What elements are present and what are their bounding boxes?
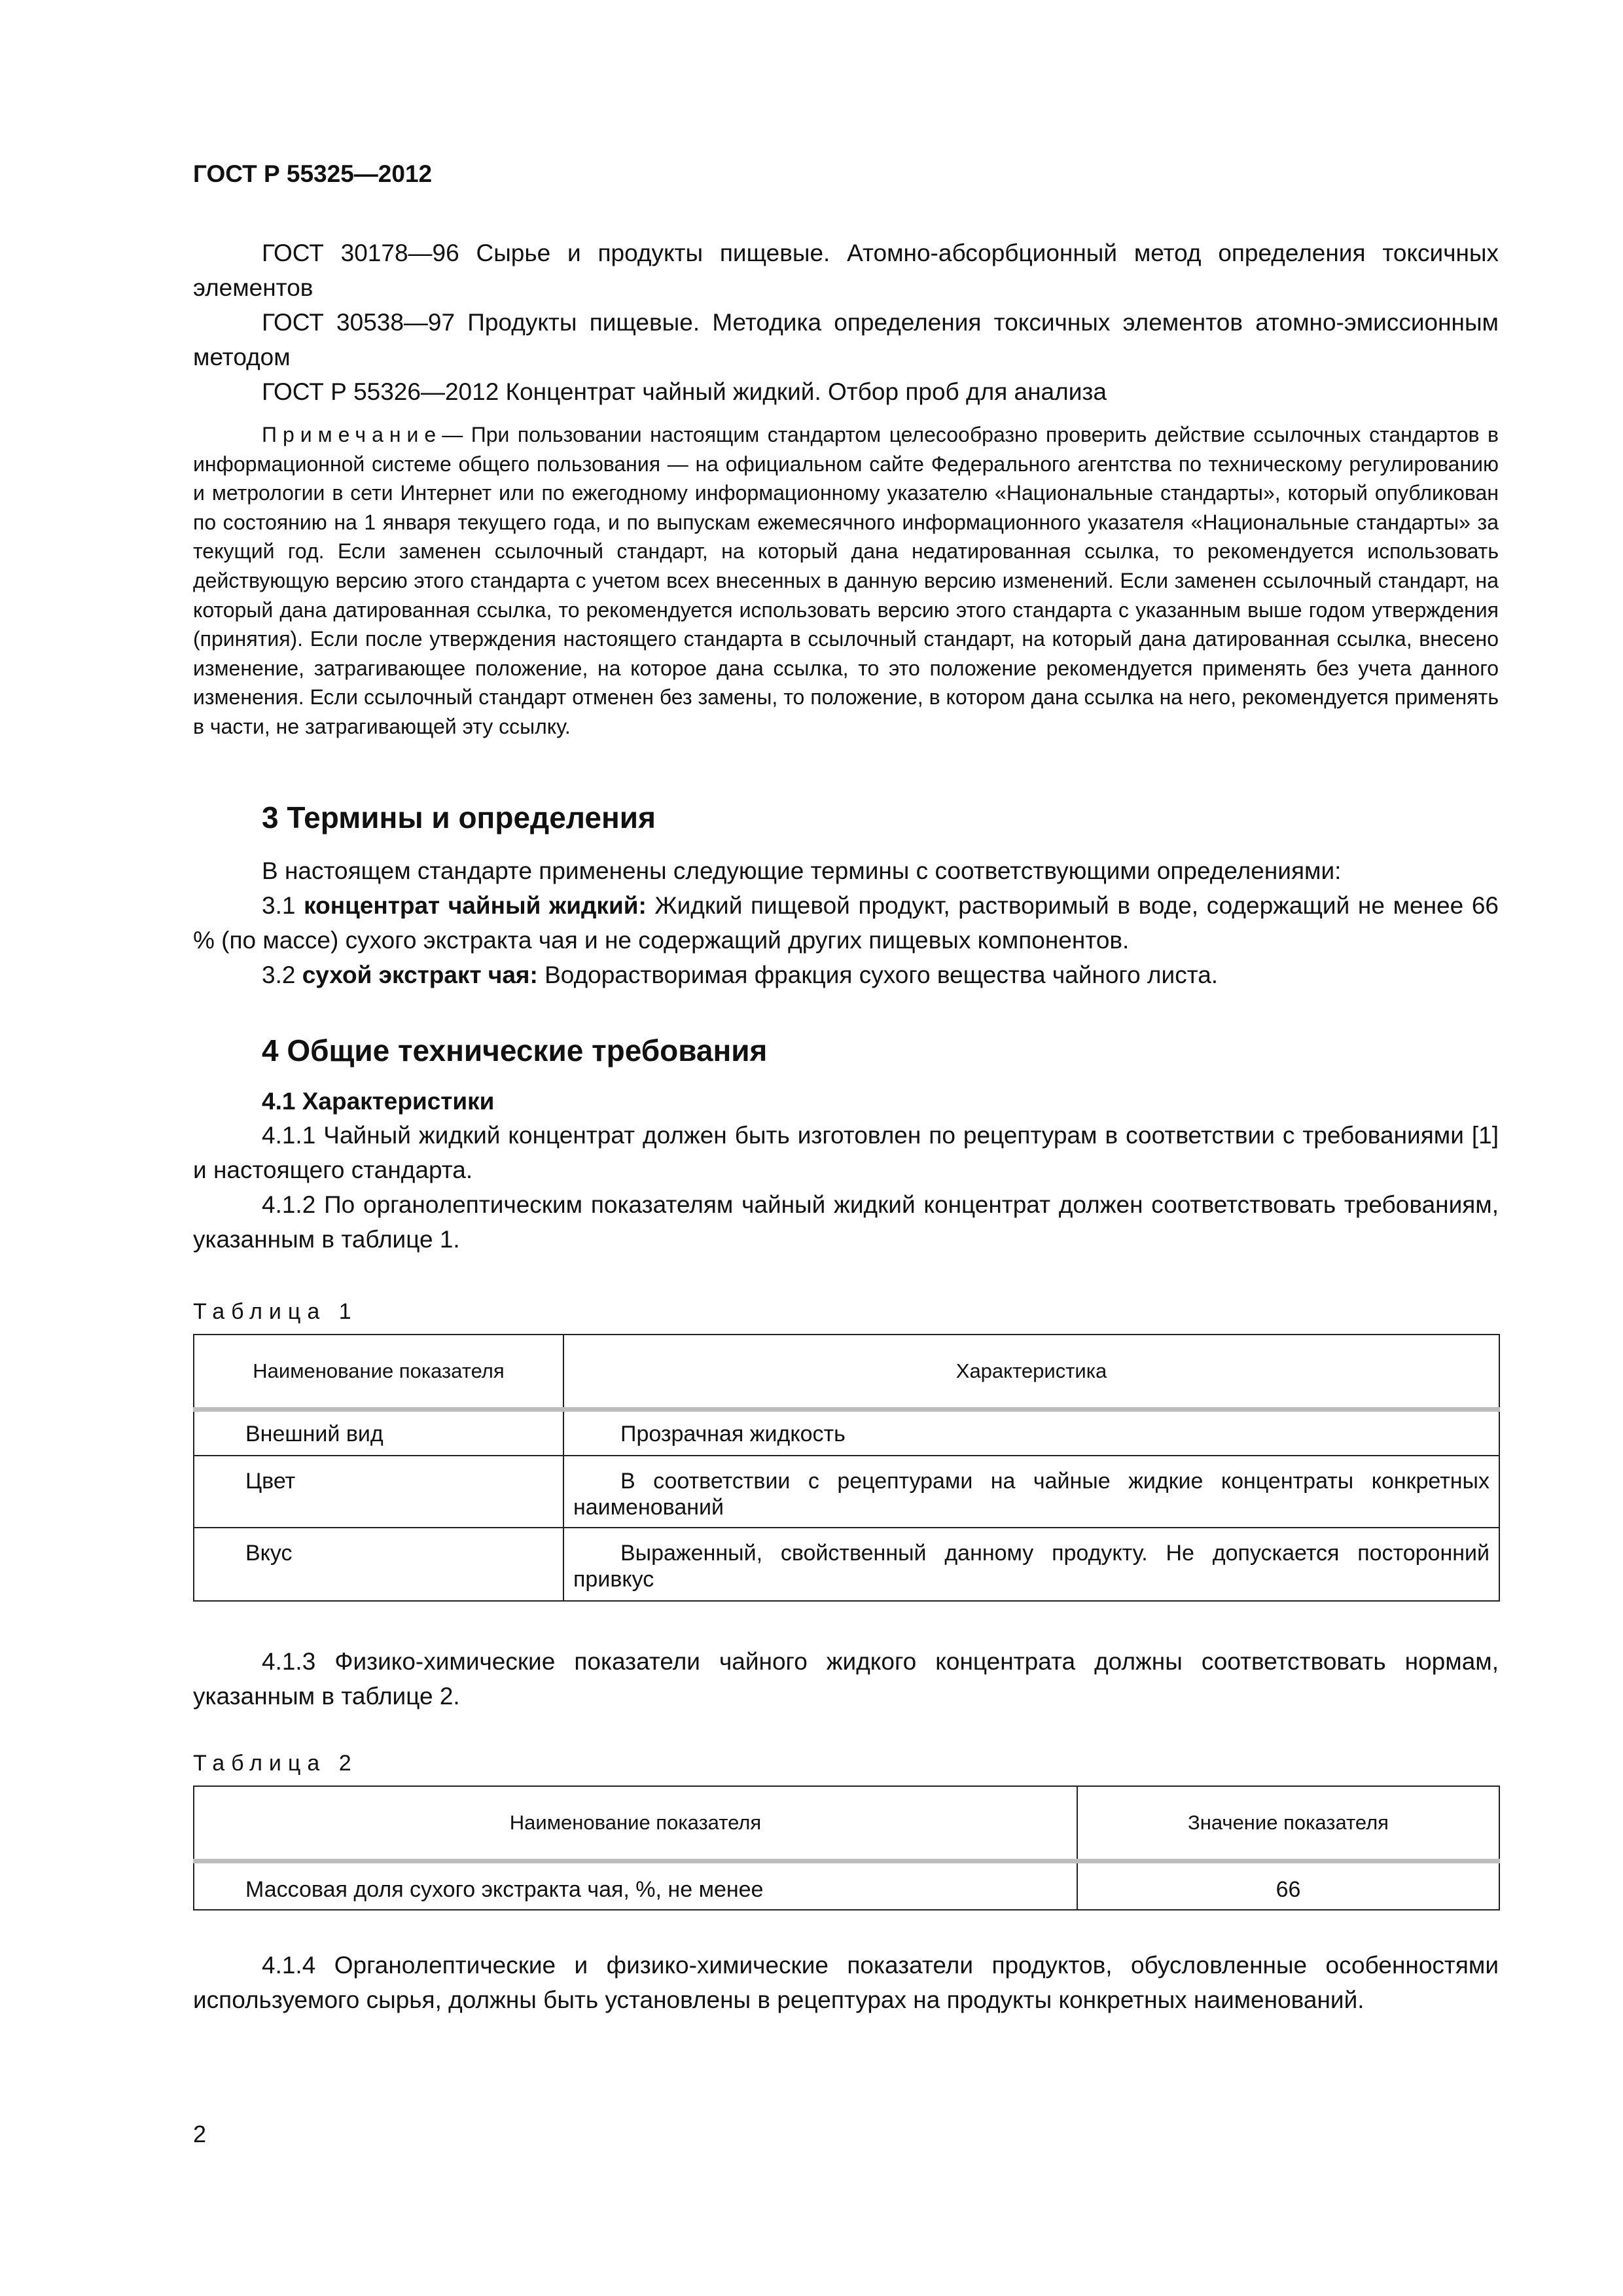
paragraph-4-1-1: 4.1.1 Чайный жидкий концентрат должен быть изготовлен по рецептурам в соответствии с требованиями [1] и настоящего стандарта. xyxy=(193,1122,1499,1183)
table-header-row xyxy=(194,1335,1499,1410)
paragraph-4-1-4: 4.1.4 Органолептические и физико-химические показатели продуктов, обусловленные особенностями используемого сырья, должны быть установлены в рецептурах на продукты конкретных наименований. xyxy=(193,1952,1499,2013)
table-header-cell: Наименование показателя xyxy=(194,1786,1077,1861)
term-number: 3.2 xyxy=(262,961,296,988)
term-definition: Водорастворимая фракция сухого вещества чайного листа. xyxy=(537,961,1219,988)
table-row xyxy=(194,1861,1499,1910)
table-row xyxy=(194,1528,1499,1601)
reference-item: ГОСТ Р 55326—2012 Концентрат чайный жидкий. Отбор проб для анализа xyxy=(262,378,1107,405)
table-header-cell: Значение показателя xyxy=(1077,1786,1499,1861)
standard-code: ГОСТ Р 55325—2012 xyxy=(193,160,433,187)
table-header-cell: Наименование показателя xyxy=(194,1335,563,1410)
term-number: 3.1 xyxy=(262,892,296,919)
note-label: Примечание xyxy=(262,423,442,446)
normative-references xyxy=(193,236,1499,409)
table-cell: Массовая доля сухого экстракта чая, %, не менее xyxy=(194,1861,1077,1910)
term-name: концентрат чайный жидкий: xyxy=(304,892,647,919)
page-number: 2 xyxy=(193,2121,207,2147)
table-cell: 66 xyxy=(1077,1861,1499,1910)
table-header-cell: Характеристика xyxy=(563,1335,1499,1410)
table-cell: Прозрачная жидкость xyxy=(563,1410,1499,1456)
section-4-title: 4 Общие технические требования xyxy=(262,1033,768,1067)
term-name: сухой экстракт чая: xyxy=(302,961,538,988)
paragraph-4-1-2: 4.1.2 По органолептическим показателям чайный жидкий концентрат должен соответствовать требованиям, указанным в таблице 1. xyxy=(193,1191,1499,1253)
paragraph-4-1-4-block xyxy=(193,1948,1499,2017)
section-3-title: 3 Термины и определения xyxy=(262,800,656,834)
table-cell: В соответствии с рецептурами на чайные жидкие концентраты конкретных наименований xyxy=(563,1456,1499,1528)
term-3-2 xyxy=(193,958,1499,992)
section-4 xyxy=(193,1033,1499,1257)
subsection-4-1-title: 4.1 Характеристики xyxy=(262,1088,495,1115)
section-3-intro: В настоящем стандарте применены следующие термины с соответствующими определениями: xyxy=(262,857,1342,884)
table-2 xyxy=(193,1785,1499,1910)
table-row xyxy=(194,1456,1499,1528)
paragraph-4-1-3-block xyxy=(193,1644,1499,1713)
term-definition: Жидкий пищевой продукт, растворимый в воде, содержащий не менее 66 % (по массе) сухого экстракта чая и не содержащий других пищевых компонентов. xyxy=(193,892,1499,954)
table-row xyxy=(194,1410,1499,1456)
table-header-row xyxy=(194,1786,1499,1861)
note-block xyxy=(193,420,1499,742)
reference-item: ГОСТ 30538—97 Продукты пищевые. Методика определения токсичных элементов атомно-эмиссионным методом xyxy=(193,309,1499,370)
table-1 xyxy=(193,1334,1499,1602)
table-cell: Выраженный, свойственный данному продукту. Не допускается посторонний привкус xyxy=(563,1528,1499,1601)
table-cell: Цвет xyxy=(194,1456,563,1528)
table-2-caption: Таблица 2 xyxy=(193,1751,358,1776)
section-3 xyxy=(193,800,1499,992)
table-cell: Вкус xyxy=(194,1528,563,1601)
reference-item: ГОСТ 30178—96 Сырье и продукты пищевые. Атомно-абсорбционный метод определения токсичных элементов xyxy=(193,240,1499,301)
table-cell: Внешний вид xyxy=(194,1410,563,1456)
table-1-caption: Таблица 1 xyxy=(193,1299,358,1324)
term-3-1 xyxy=(193,888,1499,958)
note-text: — При пользовании настоящим стандартом целесообразно проверить действие ссылочных стандартов в информационной системе общего пользования — на официальном сайте Федерального агентства по техническому регулированию и метрологии в сети Интернет или по ежегодному информационному указателю «Национальные стандарты», который опубликован по состоянию на 1 января текущего года, и по выпускам ежемесячного информационного указателя «Национальные стандарты» за текущий год. Если заменен ссылочный стандарт, на который дана недатированная ссылка, то рекомендуется использовать действующую версию этого стандарта с учетом всех внесенных в данную версию изменений. Если заменен ссылочный стандарт, на который дана датированная ссылка, то рекомендуется использовать версию этого стандарта с указанным выше годом утверждения (принятия). Если после утверждения настоящего стандарта в ссылочный стандарт, на который дана датированная ссылка, внесено изменение, затрагивающее положение, на которое дана ссылка, то это положение рекомендуется применять без учета данного изменения. Если ссылочный стандарт отменен без замены, то положение, в котором дана ссылка на него, рекомендуется применять в части, не затрагивающей эту ссылку. xyxy=(193,423,1499,738)
note-paragraph xyxy=(193,420,1499,742)
paragraph-4-1-3: 4.1.3 Физико-химические показатели чайного жидкого концентрата должны соответствовать нормам, указанным в таблице 2. xyxy=(193,1648,1499,1710)
